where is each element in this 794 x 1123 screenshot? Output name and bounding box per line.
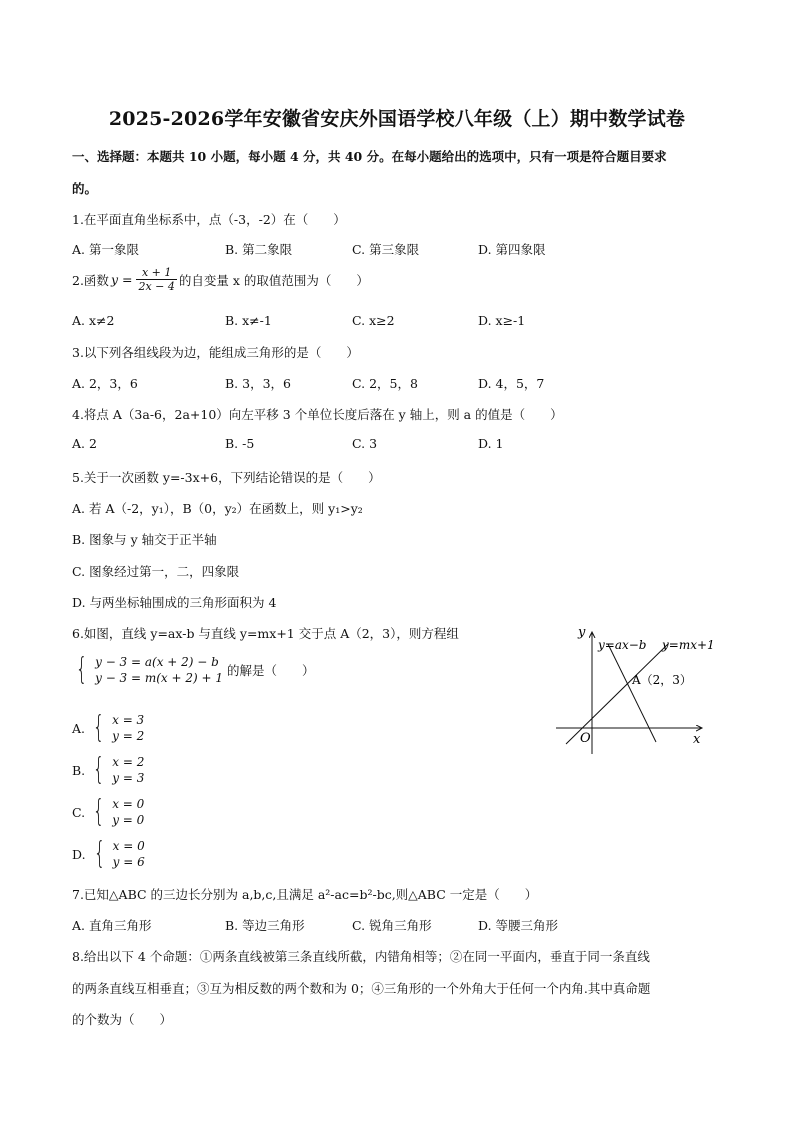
q1-option-a: A. 第一象限 bbox=[72, 242, 139, 257]
origin-label: O bbox=[580, 731, 591, 746]
q3-option-a: A. 2，3，6 bbox=[72, 376, 138, 391]
left-brace-icon: { bbox=[92, 794, 105, 829]
q1-option-c: C. 第三象限 bbox=[352, 242, 420, 257]
q6-option-a-eq1: x = 3 bbox=[112, 713, 145, 727]
q4-option-d: D. 1 bbox=[478, 436, 504, 451]
q8-stem-line3: 的个数为（ ） bbox=[72, 1012, 173, 1027]
q6-option-d-label: D. bbox=[72, 846, 86, 862]
q5-option-d: D. 与两坐标轴围成的三角形面积为 4 bbox=[72, 595, 277, 610]
q6-option-d-eq1: x = 0 bbox=[112, 839, 145, 853]
q6-option-b-label: B. bbox=[72, 762, 86, 778]
q6-option-d bbox=[72, 838, 145, 870]
q6-option-a bbox=[72, 712, 144, 744]
section-heading-line1: 一、选择题：本题共 10 小题，每小题 4 分，共 40 分。在每小题给出的选项中，只有一项是符合题目要求 bbox=[72, 149, 667, 164]
q3-option-d: D. 4，5，7 bbox=[478, 376, 545, 391]
q7-option-a: A. 直角三角形 bbox=[72, 918, 152, 933]
q2-stem-suffix: 的自变量 x 的取值范围为（ ） bbox=[178, 272, 369, 288]
q5-stem: 5.关于一次函数 y=-3x+6，下列结论错误的是（ ） bbox=[72, 470, 381, 485]
q6-stem: 6.如图，直线 y=ax-b 与直线 y=mx+1 交于点 A（2，3），则方程组 bbox=[72, 626, 459, 641]
q2-option-a: A. x≠2 bbox=[72, 313, 115, 328]
q8-stem-line1: 8.给出以下 4 个命题：①两条直线被第三条直线所截，内错角相等；②在同一平面内，垂直于同一条直线 bbox=[72, 949, 650, 964]
x-axis-label: x bbox=[693, 732, 701, 747]
q7-option-b: B. 等边三角形 bbox=[225, 918, 305, 933]
q6-option-a-label: A. bbox=[72, 720, 86, 736]
q7-stem: 7.已知△ABC 的三边长分别为 a,b,c,且满足 a²-ac=b²-bc,则△ABC 一定是（ ） bbox=[72, 887, 538, 902]
line-y-ax-minus-b bbox=[608, 644, 656, 742]
q6-option-b bbox=[72, 754, 144, 786]
q6-option-c-eq2: y = 0 bbox=[112, 813, 145, 827]
q6-graph bbox=[554, 618, 724, 758]
left-brace-icon: { bbox=[93, 836, 105, 871]
exam-title: 2025-2026学年安徽省安庆外国语学校八年级（上）期中数学试卷 bbox=[108, 108, 686, 130]
q5-option-b: B. 图象与 y 轴交于正半轴 bbox=[72, 532, 217, 547]
q6-system-eq2: y − 3 = m(x + 2) + 1 bbox=[95, 671, 224, 685]
q2-fraction bbox=[136, 266, 176, 293]
q7-option-c: C. 锐角三角形 bbox=[352, 918, 432, 933]
y-axis-label: y bbox=[578, 625, 586, 640]
q8-stem-line2: 的两条直线互相垂直；③互为相反数的两个数和为 0；④三角形的一个外角大于任何一个内角.其中真命题 bbox=[72, 981, 651, 996]
q6-system-eq1: y − 3 = a(x + 2) − b bbox=[95, 655, 219, 669]
q7-option-d: D. 等腰三角形 bbox=[478, 918, 559, 933]
line1-label: y=ax−b bbox=[598, 638, 647, 652]
q6-option-d-eq2: y = 6 bbox=[112, 855, 145, 869]
q6-system bbox=[72, 654, 315, 686]
q4-option-b: B. -5 bbox=[225, 436, 255, 451]
q6-option-b-eq1: x = 2 bbox=[112, 755, 145, 769]
q2-option-b: B. x≠-1 bbox=[225, 313, 272, 328]
left-brace-icon: { bbox=[92, 710, 105, 745]
q1-option-b: B. 第二象限 bbox=[225, 242, 293, 257]
q1-stem: 1.在平面直角坐标系中，点（-3，-2）在（ ） bbox=[72, 212, 346, 227]
q6-equation-system bbox=[72, 654, 223, 686]
q2-stem bbox=[72, 266, 369, 293]
q2-option-c: C. x≥2 bbox=[352, 313, 395, 328]
q2-option-d: D. x≥-1 bbox=[478, 313, 526, 328]
q4-stem: 4.将点 A（3a-6，2a+10）向左平移 3 个单位长度后落在 y 轴上，则 a 的值是（ ） bbox=[72, 407, 563, 422]
q6-option-c bbox=[72, 796, 144, 828]
q2-fraction-numerator: x + 1 bbox=[136, 266, 176, 280]
line-y-mx-plus-1 bbox=[566, 644, 668, 744]
left-brace-icon: { bbox=[92, 752, 105, 787]
q6-option-c-eq1: x = 0 bbox=[112, 797, 145, 811]
q6-option-c-label: C. bbox=[72, 804, 86, 820]
q1-option-d: D. 第四象限 bbox=[478, 242, 546, 257]
left-brace-icon: { bbox=[75, 652, 88, 687]
q4-option-c: C. 3 bbox=[352, 436, 378, 451]
q3-option-c: C. 2，5，8 bbox=[352, 376, 418, 391]
section-heading-line2: 的。 bbox=[72, 181, 98, 196]
q6-option-b-eq2: y = 3 bbox=[112, 771, 145, 785]
q4-option-a: A. 2 bbox=[72, 436, 97, 451]
q2-func-lhs: y = bbox=[110, 272, 133, 287]
point-a-label: A（2，3） bbox=[632, 673, 692, 687]
q2-stem-prefix: 2.函数 bbox=[72, 272, 109, 288]
q5-option-a: A. 若 A（-2，y₁），B（0，y₂）在函数上，则 y₁>y₂ bbox=[72, 501, 363, 516]
q2-fraction-denominator: 2x − 4 bbox=[138, 280, 175, 293]
q6-system-suffix: 的解是（ ） bbox=[227, 663, 315, 678]
q6-option-a-eq2: y = 2 bbox=[112, 729, 145, 743]
q3-option-b: B. 3，3，6 bbox=[225, 376, 291, 391]
q3-stem: 3.以下列各组线段为边，能组成三角形的是（ ） bbox=[72, 345, 359, 360]
line2-label: y=mx+1 bbox=[662, 638, 715, 652]
q5-option-c: C. 图象经过第一，二，四象限 bbox=[72, 564, 240, 579]
